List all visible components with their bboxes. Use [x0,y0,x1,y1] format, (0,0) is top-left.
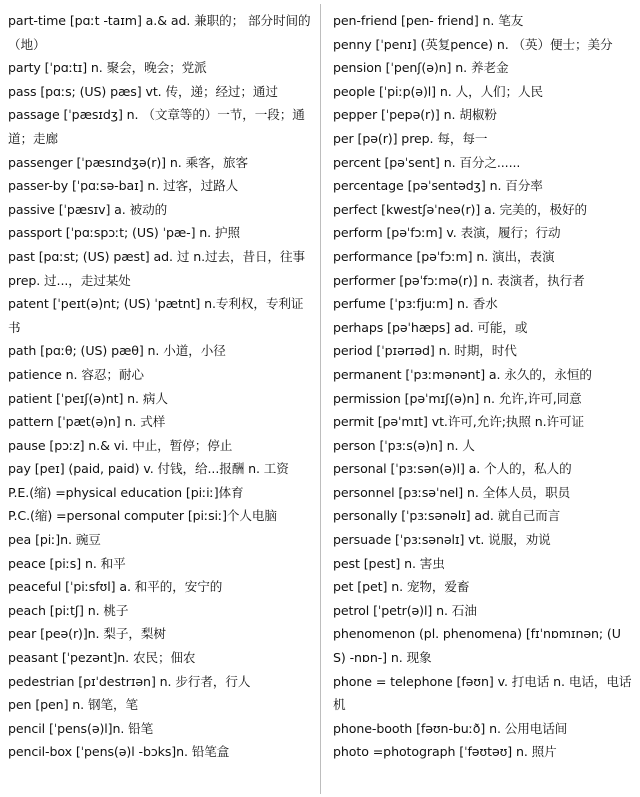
vocab-entry: peasant [ˈpezənt]n. 农民；佃农 [8,650,196,666]
vocab-entry: pen [pen] n. 钢笔，笔 [8,697,138,713]
vocab-entry: perhaps [pəˈhæps] ad. 可能，或 [333,319,528,335]
vocab-entry: personally [ˈpɜːsənəlɪ] ad. 就自己而言 [333,508,561,524]
vocab-entry: perfume [ˈpɜːfjuːm] n. 香水 [333,296,498,312]
vocab-entry: phone = telephone [fəʊn] v. 打电话 n. 电话，电话机 [333,673,632,713]
vocab-entry: path [pɑːθ; (US) pæθ] n. 小道，小径 [8,343,226,359]
vocab-entry: percentage [pəˈsentədʒ] n. 百分率 [333,178,543,194]
vocab-entry: P.C.(缩) =personal computer [piːsiː]个人电脑 [8,508,277,524]
vocab-entry: petrol [ˈpetr(ə)l] n. 石油 [333,602,477,618]
vocab-entry: performer [pəˈfɔːmə(r)] n. 表演者，执行者 [333,272,585,288]
vocab-entry: pea [piː]n. 豌豆 [8,532,101,548]
vocab-entry: passage [ˈpæsɪdʒ] n. （文章等的）一节，一段；通道；走廊 [8,107,305,146]
vocab-entry: period [ˈpɪərɪəd] n. 时期，时代 [333,343,517,359]
vocab-entry: patient [ˈpeɪʃ(ə)nt] n. 病人 [8,390,168,406]
vocab-entry: peach [piːtʃ] n. 桃子 [8,602,129,618]
vocab-entry: peaceful [ˈpiːsfʊl] a. 和平的，安宁的 [8,579,223,595]
vocab-entry: P.E.(缩) =physical education [piːiː]体育 [8,484,244,500]
vocab-entry: photo =photograph [ˈfəʊtəʊ] n. 照片 [333,744,557,760]
vocab-entry: pear [peə(r)]n. 梨子，梨树 [8,626,166,642]
vocab-entry: pepper [ˈpepə(r)] n. 胡椒粉 [333,107,497,123]
vocab-entry: passport [ˈpɑːspɔːt; (US) ˈpæ-] n. 护照 [8,225,240,241]
left-column [8,9,314,764]
vocab-entry: pause [pɔːz] n.& vi. 中止，暂停；停止 [8,437,233,453]
vocab-entry: pest [pest] n. 害虫 [333,555,445,571]
vocab-entry: pass [pɑːs; (US) pæs] vt. 传，递；经过；通过 [8,83,278,99]
vocab-entry: penny [ˈpenɪ] (英复pence) n. （英）便士；美分 [333,36,613,52]
vocab-entry: pet [pet] n. 宠物，爱畜 [333,579,470,595]
vocab-entry: people [ˈpiːp(ə)l] n. 人，人们；人民 [333,83,544,99]
vocab-entry: perform [pəˈfɔːm] v. 表演，履行；行动 [333,225,561,241]
vocab-entry: pen-friend [pen- friend] n. 笔友 [333,13,524,28]
vocab-entry: pencil [ˈpens(ə)l]n. 铅笔 [8,720,154,736]
right-column [333,9,633,764]
vocab-entry: passive [ˈpæsɪv] a. 被动的 [8,201,168,217]
vocab-entry: pension [ˈpenʃ(ə)n] n. 养老金 [333,60,509,76]
vocab-entry: percent [pəˈsent] n. 百分之...... [333,154,521,170]
vocab-entry: performance [pəˈfɔːm] n. 演出，表演 [333,248,555,264]
vocab-entry: perfect [kwestʃəˈneə(r)] a. 完美的，极好的 [333,201,587,217]
vocab-entry: person [ˈpɜːs(ə)n] n. 人 [333,437,475,453]
vocab-entry: patience n. 容忍；耐心 [8,366,144,382]
vocab-entry: passenger [ˈpæsɪndʒə(r)] n. 乘客，旅客 [8,154,249,170]
vocab-entry: personal [ˈpɜːsən(ə)l] a. 个人的，私人的 [333,461,572,477]
column-divider [320,4,321,794]
vocab-entry: per [pə(r)] prep. 每，每一 [333,130,488,146]
vocab-entry: permanent [ˈpɜːmənənt] a. 永久的，永恒的 [333,366,592,382]
vocab-entry: phone-booth [fəʊn-buːð] n. 公用电话间 [333,720,568,736]
vocab-entry: party [ˈpɑːtɪ] n. 聚会，晚会；党派 [8,60,207,76]
vocab-entry: pattern [ˈpæt(ə)n] n. 式样 [8,414,166,430]
vocab-entry: passer-by [ˈpɑːsə-baɪ] n. 过客，过路人 [8,178,239,194]
vocab-entry: permission [pəˈmɪʃ(ə)n] n. 允许,许可,同意 [333,390,582,406]
vocab-entry: personnel [pɜːsəˈnel] n. 全体人员，职员 [333,484,571,500]
vocab-entry: pay [peɪ] (paid, paid) v. 付钱，给...报酬 n. 工资 [8,461,289,477]
vocab-entry: patent [ˈpeɪt(ə)nt; (US) ˈpætnt] n.专利权，专利证书 [8,296,304,335]
vocab-entry: pencil-box [ˈpens(ə)l -bɔks]n. 铅笔盒 [8,744,230,760]
vocab-entry: part-time [pɑːt -taɪm] a.& ad. 兼职的； 部分时间的（地） [8,13,311,52]
vocab-entry: permit [pəˈmɪt] vt.许可,允许;执照 n.许可证 [333,414,584,430]
vocab-entry: peace [piːs] n. 和平 [8,555,126,571]
vocab-entry: pedestrian [pɪˈdestrɪən] n. 步行者，行人 [8,673,251,689]
vocab-entry: past [pɑːst; (US) pæst] ad. 过 n.过去，昔日，往事 prep. 过...，走过某处 [8,248,305,288]
vocab-entry: persuade [ˈpɜːsənəlɪ] vt. 说服，劝说 [333,532,551,548]
vocab-entry: phenomenon (pl. phenomena) [fɪˈnɒmɪnən; (US) -nɒn-] n. 现象 [333,626,621,666]
